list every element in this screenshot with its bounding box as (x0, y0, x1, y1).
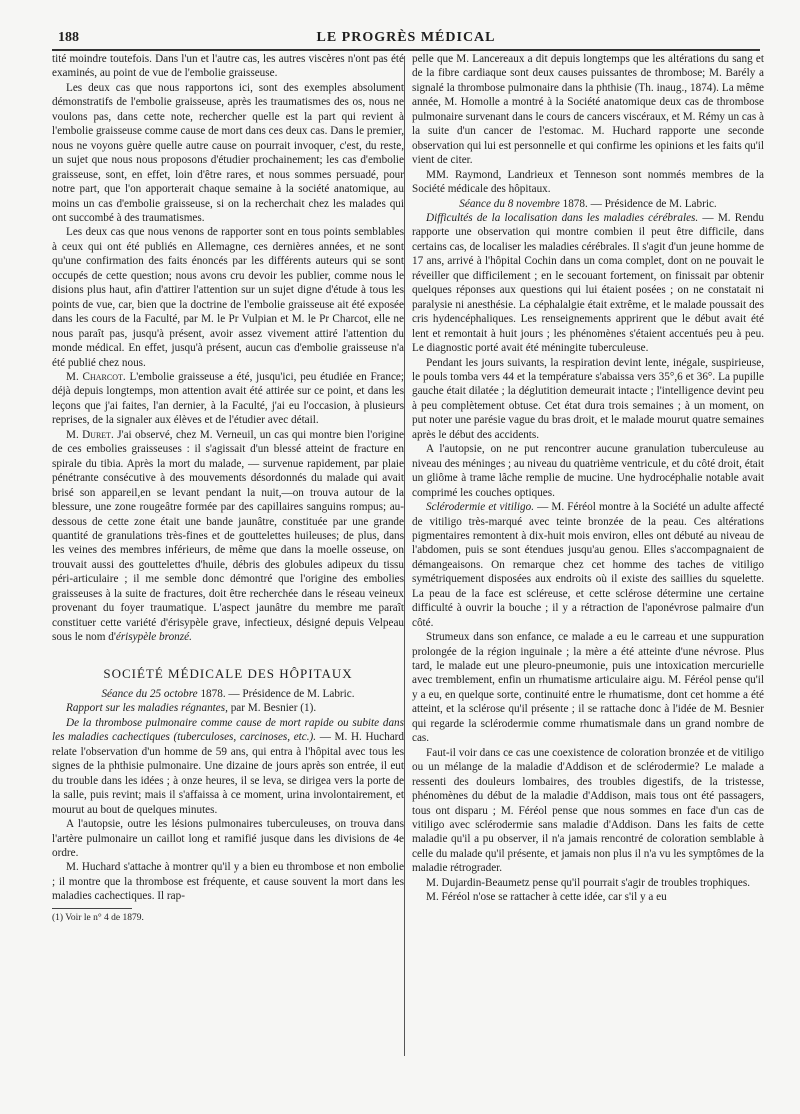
report-author: par M. Besnier (1). (227, 702, 317, 715)
column-divider (404, 56, 405, 1056)
footnote-rule (52, 908, 132, 909)
speaker-name: M. Duret. (66, 428, 114, 441)
paragraph-text: — M. Féréol montre à la Société un adulte affecté de vitiligo très-marqué avec teinte bronzée de la peau. Ces altérations pigmentaires remontent à dix-huit mois environ, elles ont débuté au niveau de l'abdomen, puis se sont étendues jusqu'au genou. Elles s'accompagnaient de démangeaisons. On remarque chez cet homme des taches de vitiligo symétriquement disposées aux endroits où il existe des saillies du squelette. La peau de la face est scléreuse, et cette sclérose détermine une certaine difficulté à ouvrir la bouche ; il y a rétraction de l'aponévrose palmaire d'un côté. (412, 501, 764, 629)
paragraph: M. Huchard s'attache à montrer qu'il y a bien eu thrombose et non embolie ; il montre que la thrombose est fréquente, et cause souvent la mort dans les maladies cachectiques. Il rap- (52, 861, 404, 903)
topic-title: Sclérodermie et vitiligo. (426, 501, 535, 514)
report-title: Rapport sur les maladies régnantes, (66, 702, 228, 715)
paragraph-text: L'embolie graisseuse a été, jusqu'ici, peu étudiée en France; déjà depuis longtemps, mon attention avait été attirée sur ce point, et dans les leçons que j'ai faites, l'an dernier, à la Faculté, j'ai eu l'occasion, à plusieurs reprises, de la signaler aux élèves et de l'étudier avec détail. (52, 370, 405, 427)
topic-title: De la thrombose pulmonaire comme cause de mort rapide ou subite dans les maladies cachectiques (tuberculoses, carcinoses, etc.). (52, 716, 404, 744)
paragraph: M. Féréol n'ose se rattacher à cette idée, car s'il y a eu (426, 891, 667, 904)
paragraph-charcot (52, 370, 404, 428)
page-header (52, 26, 760, 48)
paragraph: A l'autopsie, outre les lésions pulmonaires tuberculeuses, on trouva dans l'artère pulmonaire un caillot long et ramifié jusque dans les divisions de 4e ordre. (52, 818, 404, 860)
paragraph-duret (52, 428, 404, 645)
session-date: Séance du 8 novembre (459, 197, 560, 210)
session-heading (412, 197, 764, 211)
paragraph: Pendant les jours suivants, la respiration devint lente, inégale, suspirieuse, le pouls tomba vers 44 et la température s'abaissa vers 35°,6 et 36°. La pupille gauche était dilatée ; la déglutition demeurait intacte ; l'intelligence devint peu à peu complètement obtuse. Cet état dura trois semaines ; à un moment, on put noter une parésie vague du bras droit, et le malade mourut quatre semaines après le début des accidents. (412, 356, 764, 441)
session-presidency: 1878. — Présidence de M. Labric. (559, 197, 717, 210)
paragraph: A l'autopsie, on ne put rencontrer aucune granulation tuberculeuse au niveau des méninges ; au niveau du quatrième ventricule, et du côté droit, était un gliôme à trame lâche remplie de mucine. Une hydrocéphalie notable avait comprimé les couches optiques. (412, 443, 764, 499)
topic-title: Difficultés de la localisation dans les maladies cérébrales. (426, 211, 699, 224)
paragraph-text: J'ai observé, chez M. Verneuil, un cas qui montre bien l'origine de ces embolies graisseuses : il s'agissait d'un blessé atteint de fracture en spirale du tibia. Après la mort du malade, — survenue rapidement, par plaie pénétrante consécutive à des mouvements désordonnés du malade qui avait brisé son appareil,en se levant pendant la nuit,—on trouva autour de la blessure, une zone rougeâtre formée par des capillaires sanguins rompus; au-dessous de cette zone était une bande jaunâtre, constituée par une grande quantité de granulations très-fines et de gouttelettes huileuses; de plus, dans les veines des membres inférieurs, de même que dans la moelle osseuse, on trouvait aussi des gouttelettes d'huile, débris des globules adipeux du tissu péri-articulaire ; il me semble donc démontré que l'origine des embolies graisseuses à la suite de fractures, doit être recherchée dans le réseau veineux provenant du foyer traumatique. L'aspect jaunâtre du membre me paraît constituer cette variété d'érisypèle grave, infectieux, désigné depuis Velpeau sous le nom d' (52, 428, 404, 644)
paragraph: M. Dujardin-Beaumetz pense qu'il pourrait s'agir de troubles trophiques. (426, 876, 751, 889)
footnote: (1) Voir le n° 4 de 1879. (52, 912, 144, 923)
left-column (52, 52, 404, 925)
paragraph: Les deux cas que nous rapportons ici, sont des exemples absolument démonstratifs de l'embolie graisseuse, après les traumatismes des os, nous ne voulons pas, dans cette note, rechercher quelle est la part qui revient à l'embolie graisseuse comme cause de mort dans ces deux cas. Dans le premier, nous ne voyons guère quelle autre cause on pourrait invoquer, c'est, du reste, un sujet que nous nous proposons d'étudier prochainement; les cas d'embolie graisseuse, sont, en effet, loin d'être rares, et nous sommes persuadé, pour notre part, que l'on apporterait chaque semaine à la société anatomique, au moins un cas d'embolie graisseuse, si on la recherchait chez les malades qui ont succombé à des traumatismes. (52, 81, 404, 224)
paragraph: Les deux cas que nous venons de rapporter sont en tous points semblables à ceux qui ont été publiés en Allemagne, ces dernières années, et ne sont qu'une confirmation des faits énoncés par les différents auteurs qui se sont occupés de cette question; nous avons cru devoir les publier, comme nous le disions plus haut, afin d'attirer l'attention sur un sujet digne d'étude à tous les points de vue, car, bien que la doctrine de l'embolie graisseuse ait été exposée dans les cours de la Faculté, par M. le Pr Vulpian et M. le Pr Charcot, elle ne nous paraît pas, jusqu'à présent, avoir assez vivement attiré l'attention du monde médical. En effet, jusqu'à présent, aucun cas d'embolie graisseuse n'a été publié chez nous. (52, 226, 404, 369)
session-heading (52, 687, 404, 701)
paragraph-text: — M. H. Huchard relate l'observation d'un homme de 59 ans, qui entra à l'hôpital avec tous les signes de la phthisie pulmonaire. Une dizaine de jours après son entrée, il eut du trouble dans les idées ; à onze heures, il se leva, se dirigea vers la porte de la salle, puis revint; mais il s'affaissa à ce moment, urina involontairement, et mourut au bout de quelques minutes. (52, 731, 404, 816)
right-column (412, 52, 764, 905)
paragraph-localisation (412, 211, 764, 356)
paragraph: Faut-il voir dans ce cas une coexistence de coloration bronzée et de vitiligo ou un mélange de la maladie d'Addison et de sclérodermie? Le malade a ressenti des douleurs lombaires, des troubles digestifs, de la tristesse, phénomènes du début de la maladie d'Addison, mais tous ont été passagers, tous ont disparu ; M. Féréol pense que nous sommes en face d'un cas de vitiligo avec sclérodermie sans maladie d'Addison. Dans les faits de cette maladie qu'il a pu observer, il n'a jamais rencontré de coloration semblable à celle du malade qu'il présente, et jamais non plus il n'a vu les symptômes de la maladie rétrograder. (412, 746, 764, 875)
report-heading (52, 701, 404, 715)
journal-title: LE PROGRÈS MÉDICAL (316, 30, 496, 45)
session-date: Séance du 25 octobre (101, 688, 198, 701)
page-number: 188 (58, 30, 79, 45)
paragraph: Strumeux dans son enfance, ce malade a eu le carreau et une suppuration prolongée de la région inguinale ; la mère a été atteinte d'une névrose. Plus tard, le malade eut une pleuro-pneumonie, puis une intoxication mercurielle avec tremblement, enfin un rhumatisme articulaire aigu. M. Féréol pense qu'il y a eu, en quelque sorte, continuité entre le rhumatisme, dont cet homme a été atteint, et la sclérose qu'il présente ; il se rattache donc à l'idée de M. Besnier qui regarde la sclérodermie comme rhumatismale dans un grand nombre de cas. (412, 631, 764, 745)
paragraph-text: — M. Rendu rapporte une observation qui montre combien il peut être difficile, dans certains cas, de localiser les maladies cérébrales. Il s'agit d'un jeune homme de 17 ans, arrivé à l'hôpital Cochin dans un coma complet, dont on ne pouvait le réveiller que difficilement ; en le secouant fortement, on finissait par obtenir quelques réponses aux questions qui lui étaient posées ; on ne constatait ni paralysie ni anesthésie. La céphalalgie était extrême, et le malade poussait des cris hydencéphaliques. Les renseignements apprirent que le début avait été lent et remontait à huit jours ; les phénomènes s'étaient accentués peu à peu. Le diagnostic porté avait été méningite tuberculeuse. (412, 211, 764, 355)
paragraph: tité moindre toutefois. Dans l'un et l'autre cas, les autres viscères n'ont pas été examinés, au point de vue de l'embolie graisseuse. (52, 53, 404, 80)
paragraph: MM. Raymond, Landrieux et Tenneson sont nommés membres de la Société médicale des hôpitaux. (412, 168, 764, 196)
italic-term: érisypèle bronzé. (115, 631, 192, 644)
paragraph-sclerodermie (412, 500, 764, 630)
paragraph: pelle que M. Lancereaux a dit depuis longtemps que les altérations du sang et de la fibre cardiaque sont deux causes puissantes de thrombose; M. Barély a signalé la thrombose pulmonaire dans la phthisie (Th. inaug., 1874). La même année, M. Homolle a montré à la Société anatomique deux cas de thrombose pulmonaire survenant dans le cours de cancers viscéraux, et M. Rémy un cas à la suite d'un cancer de l'estomac. M. Huchard rapporte une seconde observation qui lui est personnelle et qui confirme les opinions et les faits qu'il vient de citer. (412, 53, 764, 167)
section-title: SOCIÉTÉ MÉDICALE DES HÔPITAUX (103, 665, 353, 681)
session-presidency: 1878. — Présidence de M. Labric. (197, 688, 355, 701)
paragraph-thrombose (52, 716, 404, 817)
header-rule (52, 49, 760, 51)
speaker-name: M. Charcot. (66, 370, 126, 383)
